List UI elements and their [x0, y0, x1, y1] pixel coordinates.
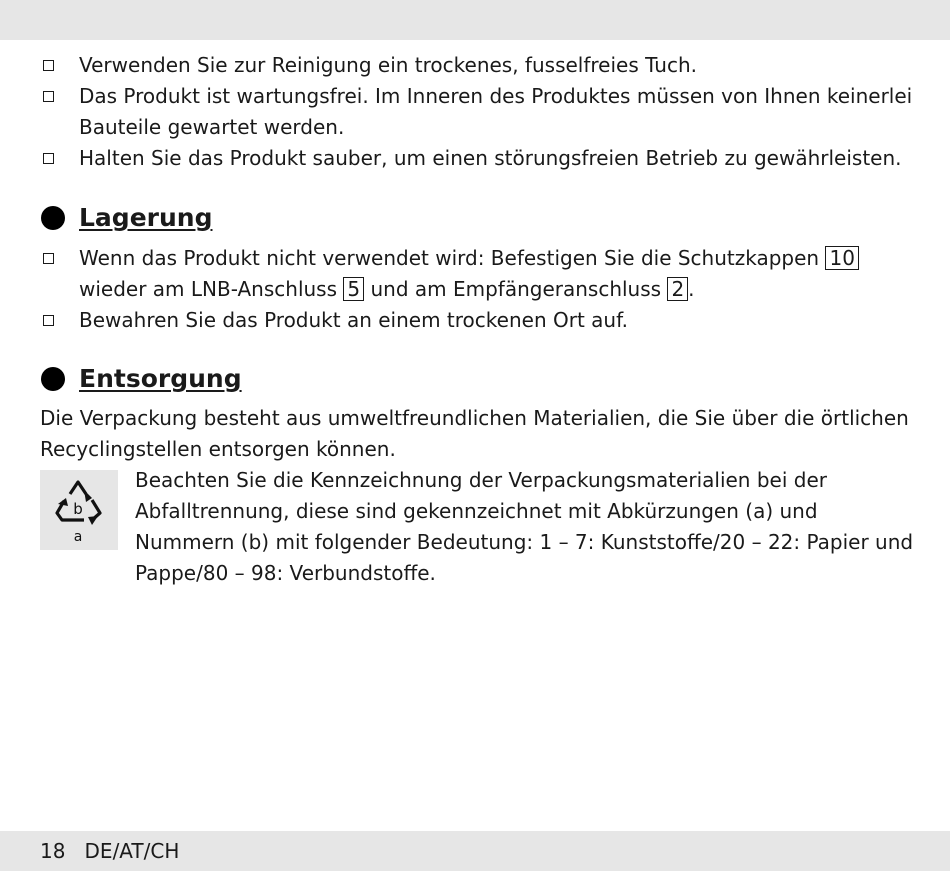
cleaning-list [40, 50, 920, 174]
disposal-heading [40, 363, 920, 394]
checkbox-bullet-icon [43, 315, 54, 326]
disposal-heading-text: Entsorgung [79, 364, 242, 393]
list-item [40, 305, 920, 336]
storage-text-d: . [688, 277, 695, 301]
bullet-dot-icon [41, 206, 65, 230]
disposal-intro: Die Verpackung besteht aus umweltfreundlichen Materialien, die Sie über die örtlichen Recyclingstellen entsorgen können. [40, 406, 909, 461]
storage-text-a: Wenn das Produkt nicht verwendet wird: Befestigen Sie die Schutzkappen [79, 246, 826, 270]
checkbox-bullet-icon [43, 60, 54, 71]
page-content [40, 50, 920, 589]
storage-heading-text: Lagerung [79, 203, 213, 232]
recycling-code-b: b [73, 500, 83, 518]
storage-heading [40, 202, 920, 233]
list-item-text: Halten Sie das Produkt sauber, um einen störungsfreien Betrieb zu gewährleisten. [79, 146, 902, 170]
list-item-text: Das Produkt ist wartungsfrei. Im Inneren des Produktes müssen von Ihnen keinerlei Bauteile gewartet werden. [79, 84, 913, 139]
ref-number-receiver-connector: 2 [667, 277, 688, 301]
footer-text [40, 839, 179, 863]
recycling-code-a: a [73, 529, 83, 545]
recycling-text: Beachten Sie die Kennzeichnung der Verpackungsmaterialien bei der Abfalltrennung, diese sind gekennzeichnet mit Abkürzungen (a) und Nummern (b) mit folgender Bedeutung: 1 – 7: Kunststoffe/20 – 22: Papier und Pappe/80 – 98: Verbundstoffe. [135, 468, 914, 585]
header-bar [0, 0, 950, 40]
list-item [40, 81, 920, 143]
recycling-icon [40, 470, 118, 550]
footer-bar [0, 831, 950, 871]
region-label: DE/AT/CH [84, 839, 180, 863]
storage-list [40, 243, 920, 336]
list-item [40, 50, 920, 81]
storage-text-b: wieder am LNB-Anschluss [79, 277, 344, 301]
recycling-symbol-svg [40, 470, 118, 550]
list-item-text: Bewahren Sie das Produkt an einem trockenen Ort auf. [79, 308, 629, 332]
list-item-text: Verwenden Sie zur Reinigung ein trockenes, fusselfreies Tuch. [79, 53, 697, 77]
storage-text-c: und am Empfängeranschluss [364, 277, 668, 301]
page-number: 18 [40, 839, 66, 863]
ref-number-protective-caps: 10 [825, 246, 858, 270]
bullet-dot-icon [41, 367, 65, 391]
checkbox-bullet-icon [43, 253, 54, 264]
checkbox-bullet-icon [43, 91, 54, 102]
ref-number-lnb-connector: 5 [343, 277, 364, 301]
list-item [40, 143, 920, 174]
list-item [40, 243, 920, 305]
checkbox-bullet-icon [43, 153, 54, 164]
recycling-info [40, 465, 920, 589]
